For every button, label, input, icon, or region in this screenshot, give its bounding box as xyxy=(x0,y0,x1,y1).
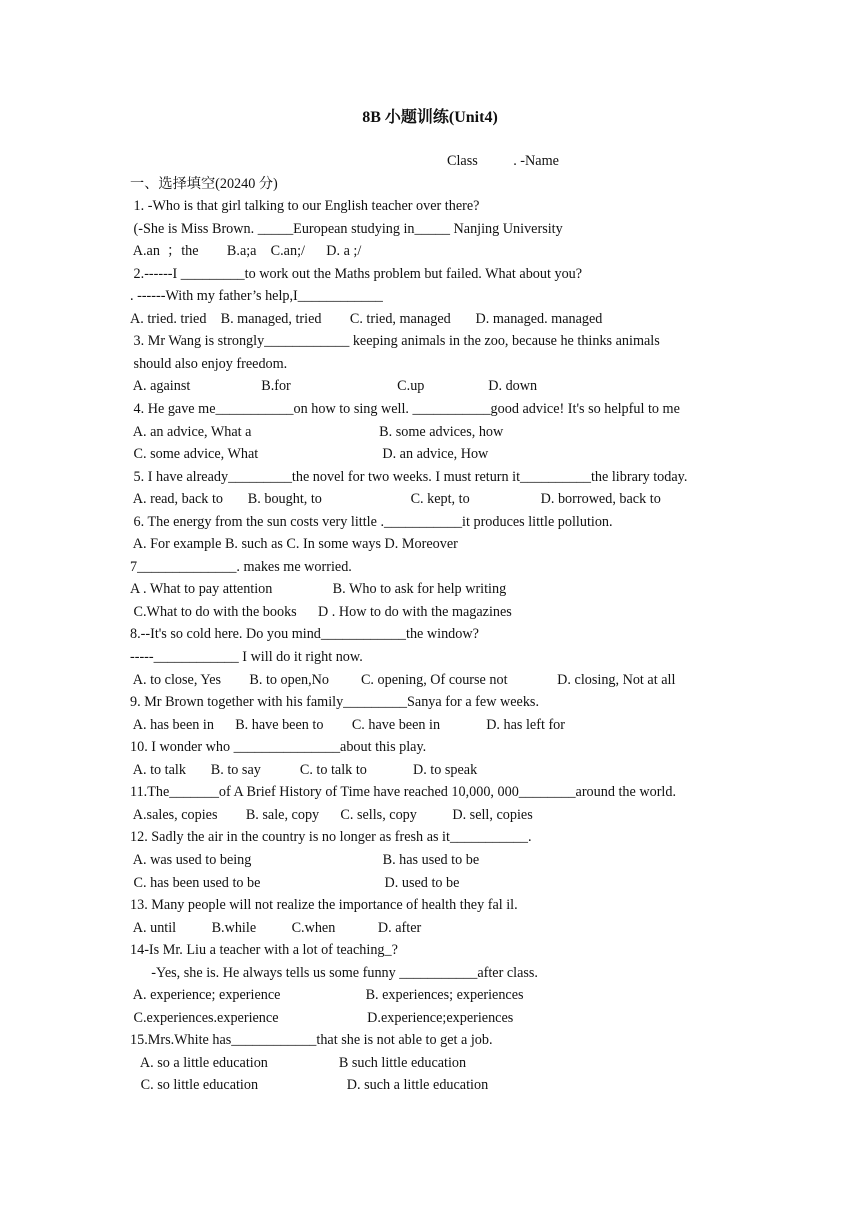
document-line: A.an ；the B.a;a C.an;/ D. a ;/ xyxy=(130,243,362,259)
document-line: C. some advice, What D. an advice, How xyxy=(130,446,489,462)
document-line: A. was used to being B. has used to be xyxy=(130,852,480,868)
document-line: 4. He gave me___________on how to sing well. ___________good advice! It's so helpful to me xyxy=(130,401,680,417)
class-name-line: Class . -Name xyxy=(447,153,559,169)
document-line: (-She is Miss Brown. _____European studying in_____ Nanjing University xyxy=(130,221,563,237)
document-line: 11.The_______of A Brief History of Time have reached 10,000, 000________around the world. xyxy=(130,784,677,800)
document-line: 1. -Who is that girl talking to our English teacher over there? xyxy=(130,198,480,214)
document-line: A. an advice, What a B. some advices, how xyxy=(130,424,504,440)
document-line: should also enjoy freedom. xyxy=(130,356,288,372)
document-line: 15.Mrs.White has____________that she is not able to get a job. xyxy=(130,1032,493,1048)
document-line: 5. I have already_________the novel for two weeks. I must return it__________the library today. xyxy=(130,469,688,485)
document-line: -----____________ I will do it right now. xyxy=(130,649,363,665)
document-line: 10. I wonder who _______________about this play. xyxy=(130,739,427,755)
document-line: -Yes, she is. He always tells us some funny ___________after class. xyxy=(130,965,538,981)
document-line: 13. Many people will not realize the importance of health they fal il. xyxy=(130,897,518,913)
document-line: . ------With my father’s help,I____________ xyxy=(130,288,383,304)
document-line: A. For example B. such as C. In some ways D. Moreover xyxy=(130,536,458,552)
document-line: A . What to pay attention B. Who to ask for help writing xyxy=(130,581,507,597)
document-line: 14-Is Mr. Liu a teacher with a lot of teaching_? xyxy=(130,942,398,958)
document-line: A. so a little education B such little education xyxy=(130,1055,467,1071)
document-line: A. tried. tried B. managed, tried C. tried, managed D. managed. managed xyxy=(130,311,603,327)
document-line: C. has been used to be D. used to be xyxy=(130,875,460,891)
document-line: A. has been in B. have been to C. have been in D. has left for xyxy=(130,717,565,733)
section-heading: 一、选择填空(20240 分) xyxy=(130,176,278,192)
document-line: 2.------I _________to work out the Maths problem but failed. What about you? xyxy=(130,266,583,282)
document-line: 7______________. makes me worried. xyxy=(130,559,352,575)
page-title: 8B 小题训练(Unit4) xyxy=(362,109,498,126)
document-line: A. to talk B. to say C. to talk to D. to speak xyxy=(130,762,478,778)
document-line: C.What to do with the books D . How to do with the magazines xyxy=(130,604,512,620)
document-line: 6. The energy from the sun costs very little .___________it produces little pollution. xyxy=(130,514,613,530)
document-line: C.experiences.experience D.experience;experiences xyxy=(130,1010,514,1026)
document-line: 3. Mr Wang is strongly____________ keeping animals in the zoo, because he thinks animals xyxy=(130,333,660,349)
document-line: A. read, back to B. bought, to C. kept, to D. borrowed, back to xyxy=(130,491,661,507)
document-line: A. against B.for C.up D. down xyxy=(130,378,538,394)
document-line: 9. Mr Brown together with his family_________Sanya for a few weeks. xyxy=(130,694,539,710)
document-line: A. to close, Yes B. to open,No C. opening, Of course not D. closing, Not at all xyxy=(130,672,676,688)
document-line: A.sales, copies B. sale, copy C. sells, copy D. sell, copies xyxy=(130,807,533,823)
document-line: A. until B.while C.when D. after xyxy=(130,920,422,936)
document-line: 12. Sadly the air in the country is no longer as fresh as it___________. xyxy=(130,829,532,845)
document-line: 8.--It's so cold here. Do you mind____________the window? xyxy=(130,626,479,642)
document-line: A. experience; experience B. experiences; experiences xyxy=(130,987,524,1003)
document-line: C. so little education D. such a little education xyxy=(130,1077,489,1093)
